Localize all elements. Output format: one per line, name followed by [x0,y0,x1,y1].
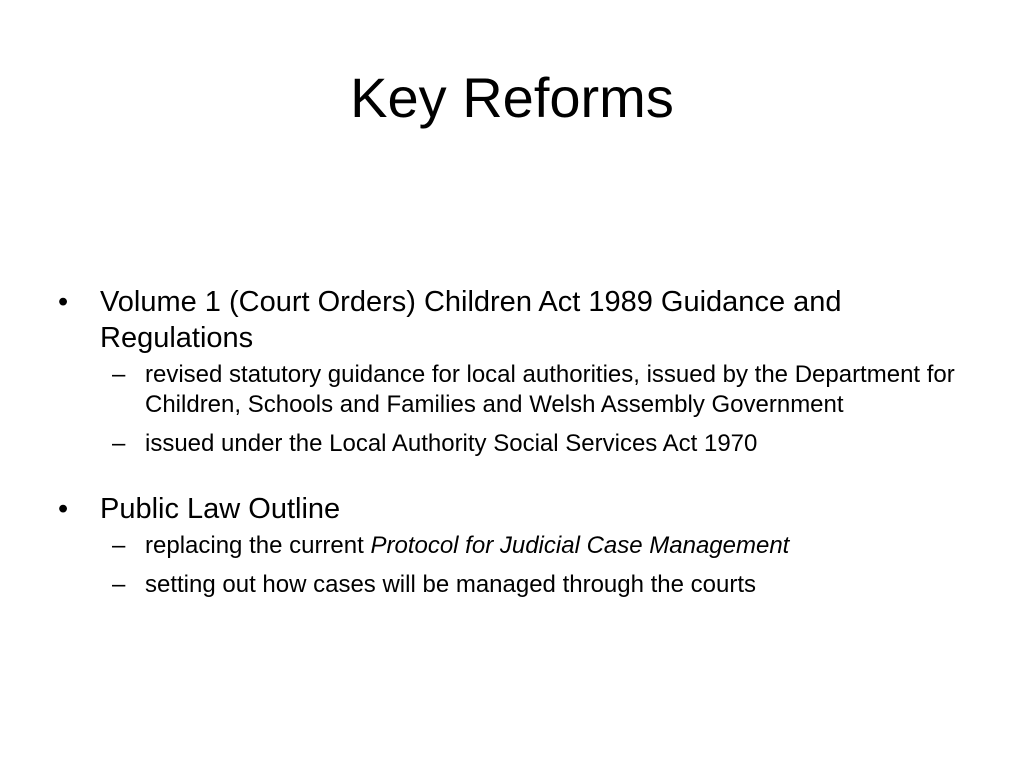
bullet-group-1 [58,284,958,459]
subitem [100,429,958,459]
subitem-list [58,531,958,600]
subitem-text: setting out how cases will be managed through the courts [145,571,757,598]
subitem [100,360,958,420]
bullet-item [58,284,958,356]
subitem [100,570,958,600]
bullet-group-2 [58,491,958,600]
bullet-icon: • [58,493,69,525]
bullet-text: Public Law Outline [100,493,341,525]
subitem [100,531,958,561]
slide-body [58,284,958,609]
bullet-item [58,491,958,527]
subitem-text-prefix: replacing the current [145,532,371,559]
bullet-text: Volume 1 (Court Orders) Children Act 1989 Guidance and Regulations [100,286,842,354]
subitem-text-italic: Protocol for Judicial Case Management [370,532,790,559]
bullet-icon: • [58,286,69,318]
slide-title: Key Reforms [350,66,674,129]
subitem-text: issued under the Local Authority Social Services Act 1970 [145,430,758,457]
subitem-list [58,360,958,459]
dash-icon: – [112,571,126,598]
subitem-text: revised statutory guidance for local authorities, issued by the Department for Children, Schools and Families and Welsh Assembly Government [145,361,955,418]
dash-icon: – [112,361,126,388]
dash-icon: – [112,532,126,559]
dash-icon: – [112,430,126,457]
